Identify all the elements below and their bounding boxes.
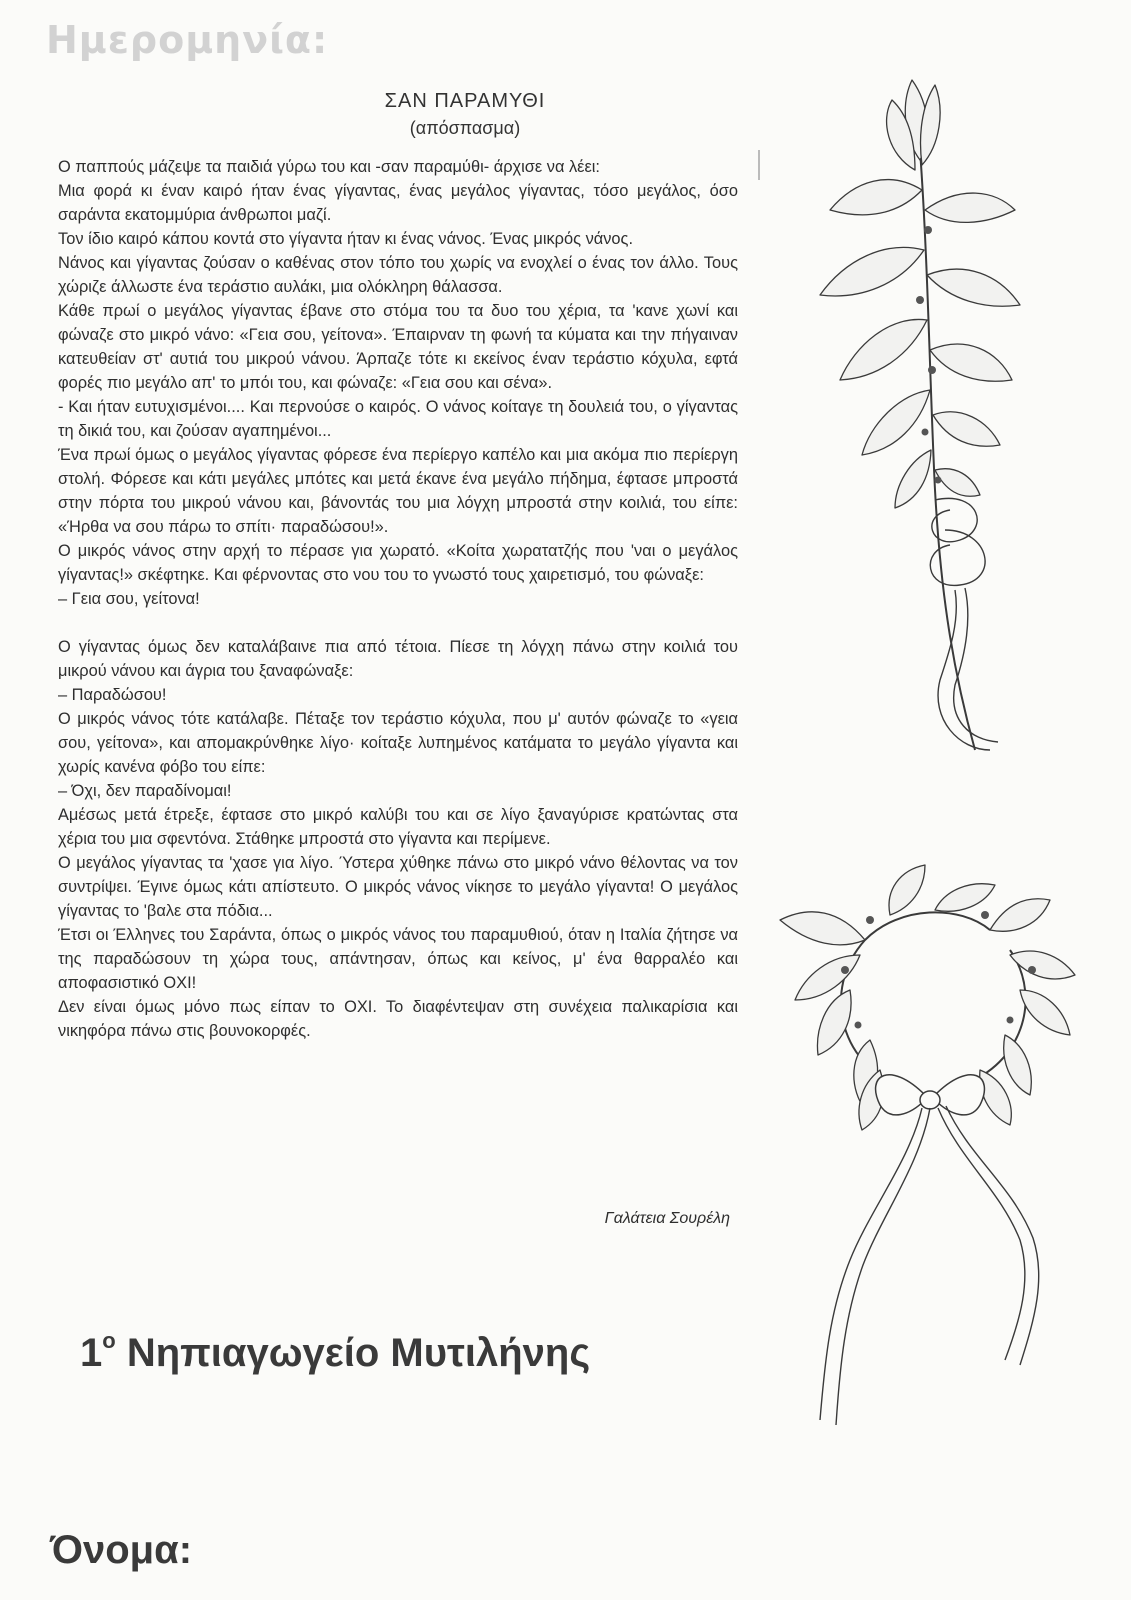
story-paragraph: Ο μεγάλος γίγαντας τα 'χασε για λίγο. Ύστερα χύθηκε πάνω στο μικρό νάνο θέλοντας να τον συντρίψει. Έγινε όμως κάτι απίστευτο. Ο μικρός νάνος νίκησε το μεγάλο γίγαντα! Ο μεγάλος γίγαντας το 'βαλε στα πόδια... [58, 854, 738, 920]
story-paragraph: Ο παππούς μάζεψε τα παιδιά γύρω του και -σαν παραμύθι- άρχισε να λέει: [58, 158, 600, 176]
school-name: Νηπιαγωγείο Μυτιλήνης [126, 1331, 591, 1375]
story-paragraph: - Και ήταν ευτυχισμένοι.... Και περνούσε ο καιρός. Ο νάνος κοίταγε τη δουλειά του, ο γίγαντας τη δικιά του, και ζούσαν αγαπημένοι... [58, 398, 738, 440]
school-number: 1 [80, 1331, 103, 1375]
date-label: Ημερομηνία: [46, 18, 329, 62]
story-paragraph: Αμέσως μετά έτρεξε, έφτασε στο μικρό καλύβι του και σε λίγο ξαναγύρισε κρατώντας στα χέρια του μια σφεντόνα. Στάθηκε μπροστά στο γίγαντα και περίμενε. [58, 806, 738, 848]
story-body [58, 155, 738, 1043]
name-label: Όνομα: [50, 1528, 193, 1572]
story-paragraph: Ο μικρός νάνος στην αρχή το πέρασε για χωρατό. «Κοίτα χωρατατζής που 'ναι ο μεγάλος γίγαντας!» σκέφτηκε. Και φέρνοντας στο νου του το γνωστό τους χαιρετισμό, του φώναξε: [58, 542, 738, 584]
story-paragraph: Ο γίγαντας όμως δεν καταλάβαινε πια από τέτοια. Πίεσε τη λόγχη πάνω στην κοιλιά του μικρού νάνου και άγρια του ξαναφώναξε: [58, 638, 738, 680]
story-paragraph: – Όχι, δεν παραδίνομαι! [58, 782, 232, 800]
story-paragraph: Τον ίδιο καιρό κάπου κοντά στο γίγαντα ήταν κι ένας νάνος. Ένας μικρός νάνος. [58, 230, 633, 248]
story-paragraph: Έτσι οι Έλληνες του Σαράντα, όπως ο μικρός νάνος του παραμυθιού, όταν η Ιταλία ζήτησε να της παραδώσουν τη χώρα τους, απάντησαν, όπως και κείνος, μ' ένα θαρραλέο και αποφασιστικό ΟΧΙ! [58, 926, 738, 992]
school-degree: ο [102, 1328, 116, 1353]
story-paragraph: – Γεια σου, γείτονα! [58, 590, 200, 608]
story-paragraph: – Παραδώσου! [58, 686, 167, 704]
laurel-wreath-icon [770, 860, 1090, 1480]
story-paragraph: Ένα πρωί όμως ο μεγάλος γίγαντας φόρεσε ένα περίεργο καπέλο και μια ακόμα πιο περίεργη στολή. Φόρεσε και κάτι μεγάλες μπότες και μετά έκανε ένα μεγάλο πήδημα, έφτασε μπροστά στην πόρτα του μικρού νάνου και, βάνοντάς του μια λόγχη μπροστά στην κοιλιά, του είπε: «Ήρθα να σου πάρω το σπίτι· παραδώσου!». [58, 446, 738, 536]
margin-mark [758, 150, 760, 180]
laurel-branch-icon [800, 60, 1040, 780]
story-author: Γαλάτεια Σουρέλη [604, 1210, 730, 1227]
story-paragraph: Δεν είναι όμως μόνο πως είπαν το ΟΧΙ. Το διαφέντεψαν στη συνέχεια παλικαρίσια και νικηφόρα πάνω στις βουνοκορφές. [58, 998, 738, 1040]
school-name-heading [80, 1328, 590, 1376]
story-paragraph: Μια φορά κι έναν καιρό ήταν ένας γίγαντας, ένας μεγάλος γίγαντας, τόσο μεγάλος, όσο σαράντα εκατομμύρια άνθρωποι μαζί. [58, 182, 738, 224]
story-paragraph: Νάνος και γίγαντας ζούσαν ο καθένας στον τόπο του χωρίς να ενοχλεί ο ένας τον άλλο. Τους χώριζε άλλωστε ένα τεράστιο αυλάκι, μια ολόκληρη θάλασσα. [58, 254, 738, 296]
story-paragraph: Κάθε πρωί ο μεγάλος γίγαντας έβανε στο στόμα του τα δυο του χέρια, τα 'κανε χωνί και φώναζε στο μικρό νάνο: «Γεια σου, γείτονα». Έπαιρναν τη φωνή τα κύματα και την πήγαιναν κατευθείαν στ' αυτιά του μικρού νάνου. Άρπαζε τότε κι εκείνος έναν τεράστιο κόχυλα, εφτά φορές πιο μεγάλο απ' το μπόι του, και φώναζε: «Γεια σου και σένα». [58, 302, 738, 392]
story-title: ΣΑΝ ΠΑΡΑΜΥΘΙ [384, 90, 546, 112]
story-subtitle: (απόσπασμα) [409, 118, 521, 138]
story-paragraph: Ο μικρός νάνος τότε κατάλαβε. Πέταξε τον τεράστιο κόχυλα, που μ' αυτόν φώναζε το «γεια σου, γείτονα», και απομακρύνθηκε λίγο· κοίταξε λυπημένος κατάματα το μεγάλο γίγαντα και χωρίς κανένα φόβο του είπε: [58, 710, 738, 776]
